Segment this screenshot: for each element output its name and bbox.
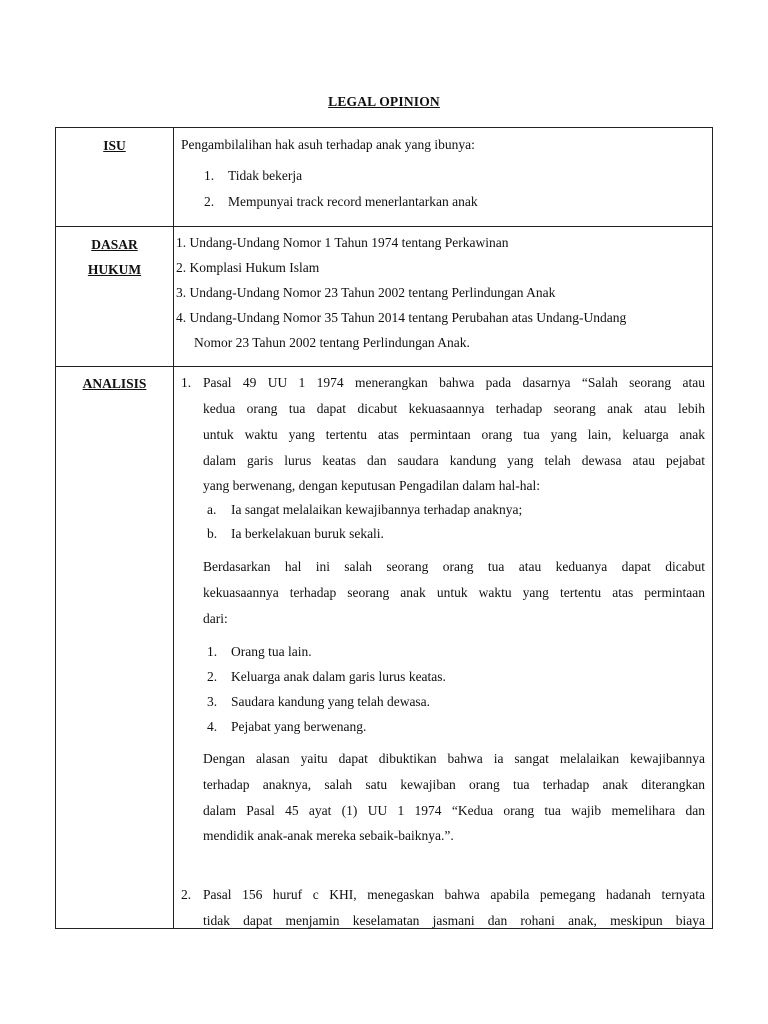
sub-item-letter: b. <box>207 526 218 541</box>
sub-item: Keluarga anak dalam garis lurus keatas. <box>231 669 446 684</box>
analysis-text-line: dari: <box>203 611 228 626</box>
sub-item: Ia sangat melalaikan kewajibannya terhadap anaknya; <box>231 502 523 517</box>
analysis-text-line: Dengan alasan yaitu dapat dibuktikan bahwa ia sangat melalaikan kewajibannya <box>203 751 705 766</box>
sub-item: Orang tua lain. <box>231 644 312 659</box>
legal-basis-item: 1. Undang-Undang Nomor 1 Tahun 1974 tentang Perkawinan <box>176 235 509 250</box>
isu-label: ISU <box>103 138 126 153</box>
sub-item-number: 4. <box>207 719 218 734</box>
dasar-label: DASAR <box>91 237 138 252</box>
sub-item: Ia berkelakuan buruk sekali. <box>231 526 384 541</box>
analysis-text-line: mendidik anak-anak mereka sebaik-baiknya.”. <box>203 828 454 843</box>
isu-item-number: 1. <box>204 168 215 183</box>
analysis-text-line: Berdasarkan hal ini salah seorang orang tua atau keduanya dapat dicabut <box>203 559 705 574</box>
analysis-text-line: untuk waktu yang tertentu atas permintaan orang tua yang lain, keluarga anak <box>203 427 705 442</box>
dasar-hukum-content <box>174 227 712 366</box>
legal-opinion-table <box>55 127 713 929</box>
sub-item: Saudara kandung yang telah dewasa. <box>231 694 431 709</box>
analysis-text-line: kedua orang tua dapat dicabut kekuasaannya terhadap seorang anak atau lebih <box>203 401 705 416</box>
analisis-content <box>174 367 712 929</box>
analisis-label: ANALISIS <box>82 376 147 391</box>
legal-basis-item: 3. Undang-Undang Nomor 23 Tahun 2002 tentang Perlindungan Anak <box>176 285 556 300</box>
isu-content <box>174 128 712 226</box>
dasar-hukum-row <box>56 227 712 367</box>
isu-item: Mempunyai track record menerlantarkan anak <box>228 194 478 209</box>
sub-item-number: 1. <box>207 644 218 659</box>
isu-item-number: 2. <box>204 194 215 209</box>
isu-item: Tidak bekerja <box>228 168 303 183</box>
sub-item-number: 2. <box>207 669 218 684</box>
analysis-text-line: Pasal 156 huruf c KHI, menegaskan bahwa apabila pemegang hadanah ternyata <box>203 887 705 902</box>
legal-basis-item-continuation: Nomor 23 Tahun 2002 tentang Perlindungan Anak. <box>194 335 470 350</box>
sub-item-number: 3. <box>207 694 218 709</box>
document-title: LEGAL OPINION <box>328 94 440 109</box>
hukum-label: HUKUM <box>87 262 142 277</box>
sub-item: Pejabat yang berwenang. <box>231 719 367 734</box>
analysis-text-line: dalam Pasal 45 ayat (1) UU 1 1974 “Kedua orang tua wajib memelihara dan <box>203 803 705 818</box>
analysis-text-line: dalam garis lurus keatas dan saudara kandung yang telah dewasa atau pejabat <box>203 453 705 468</box>
legal-basis-item: 2. Komplasi Hukum Islam <box>176 260 320 275</box>
analysis-text-line: terhadap anaknya, salah satu kewajiban orang tua terhadap anak diterangkan <box>203 777 705 792</box>
analisis-row <box>56 367 712 929</box>
analysis-text-line: Pasal 49 UU 1 1974 menerangkan bahwa pada dasarnya “Salah seorang atau <box>203 375 705 390</box>
point-number: 1. <box>181 375 192 390</box>
isu-row <box>56 128 712 227</box>
analysis-text-line: yang berwenang, dengan keputusan Pengadilan dalam hal-hal: <box>203 478 541 493</box>
analysis-text-line: tidak dapat menjamin keselamatan jasmani dan rohani anak, meskipun biaya <box>203 913 705 928</box>
sub-item-letter: a. <box>207 502 217 517</box>
analysis-text-line: kekuasaannya terhadap seorang anak untuk waktu yang tertentu atas permintaan <box>203 585 705 600</box>
isu-intro: Pengambilalihan hak asuh terhadap anak yang ibunya: <box>181 137 475 152</box>
legal-basis-item: 4. Undang-Undang Nomor 35 Tahun 2014 tentang Perubahan atas Undang-Undang <box>176 310 627 325</box>
point-number: 2. <box>181 887 192 902</box>
